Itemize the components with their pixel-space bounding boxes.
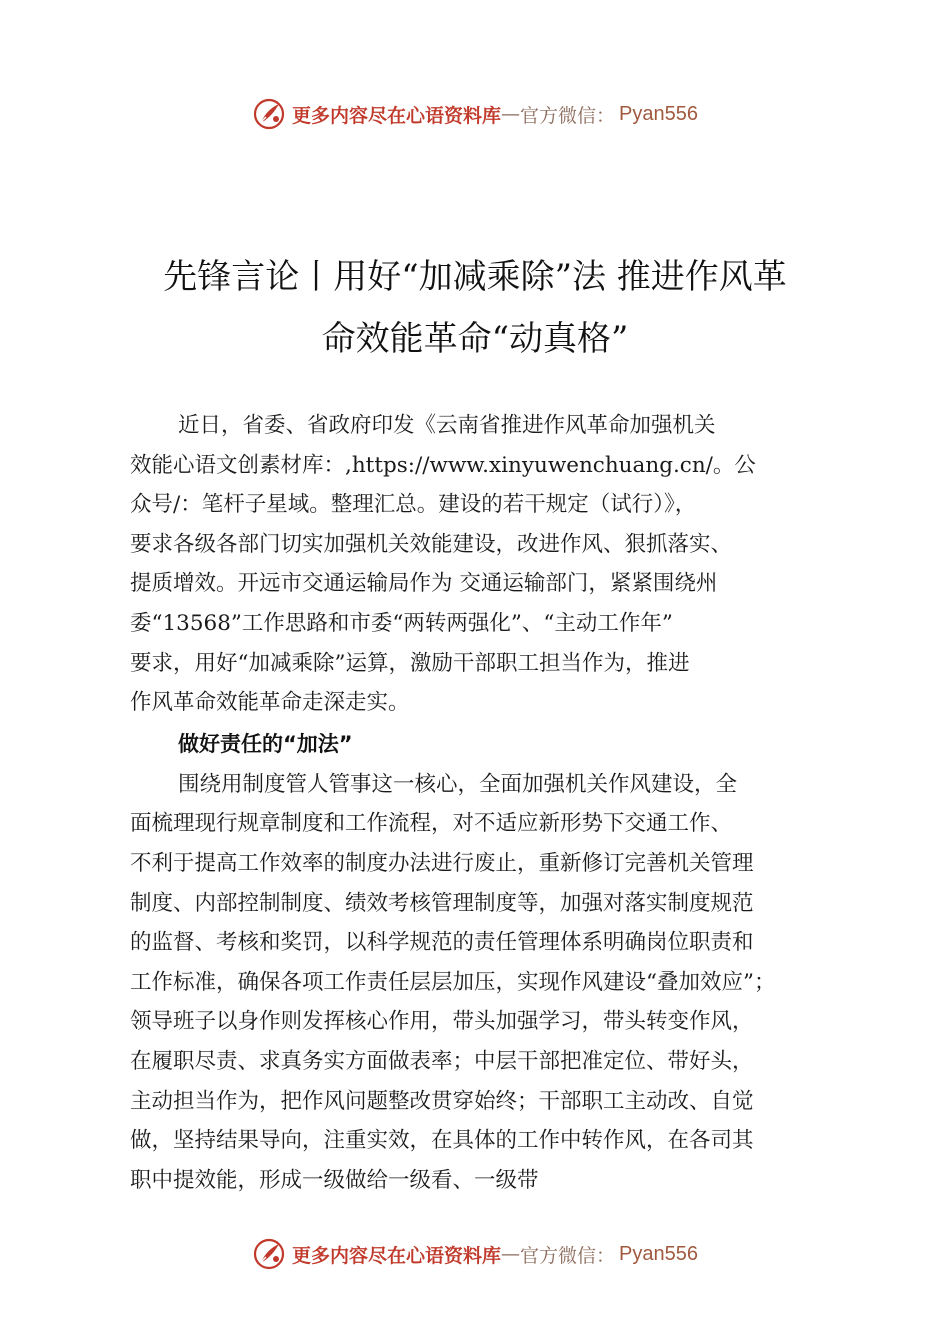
intro-line: 提质增效。开远市交通运输局作为 交通运输部门，紧紧围绕州 (130, 571, 718, 597)
footer-watermark (0, 1234, 950, 1274)
intro-line: 要求，用好“加减乘除”运算，激励干部职工担当作为，推进 (130, 650, 690, 676)
section-line: 在履职尽责、求真务实方面做表率；中层干部把准定位、带好头， (130, 1048, 754, 1074)
watermark-wechat-id: Pyan556 (619, 102, 698, 125)
section-line: 制度、内部控制制度、绩效考核管理制度等，加强对落实制度规范 (130, 890, 754, 916)
page-title (110, 246, 840, 370)
section-line: 面梳理现行规章制度和工作流程，对不适应新形势下交通工作、 (130, 811, 733, 837)
watermark-main-text: 更多内容尽在心语资料库 (292, 104, 502, 127)
section-line: 做，坚持结果导向，注重实效，在具体的工作中转作风，在各司其 (130, 1128, 754, 1154)
article-body (130, 406, 830, 1200)
quill-logo-icon (252, 1237, 286, 1271)
section-heading: 做好责任的“加法” (178, 731, 353, 756)
header-watermark (0, 94, 950, 134)
section-line: 的监督、考核和奖罚，以科学规范的责任管理体系明确岗位职责和 (130, 930, 754, 956)
watermark-separator: — (501, 1243, 521, 1265)
section-line: 工作标准，确保各项工作责任层层加压，实现作风建设“叠加效应”； (130, 969, 776, 995)
intro-line: 要求各级各部门切实加强机关效能建设，改进作风、狠抓落实、 (130, 531, 733, 557)
watermark-wechat-id: Pyan556 (619, 1242, 698, 1265)
watermark-label: 官方微信： (520, 104, 616, 127)
title-line-1: 先锋言论丨用好“加减乘除”法 推进作风革 (163, 257, 787, 297)
section-line: 围绕用制度管人管事这一核心，全面加强机关作风建设，全 (178, 771, 738, 797)
intro-line: 委“13568”工作思路和市委“两转两强化”、“主动工作年” (130, 610, 673, 636)
watermark-label: 官方微信： (520, 1244, 616, 1267)
intro-line: 效能心语文创素材库：,https://www.xinyuwenchuang.cn/。公 (130, 452, 756, 478)
watermark-separator: — (501, 103, 521, 125)
intro-line: 众号/：笔杆子星域。整理汇总。建设的若干规定（试行）》， (130, 492, 697, 518)
section-line: 不利于提高工作效率的制度办法进行废止，重新修订完善机关管理 (130, 850, 754, 876)
section-line: 职中提效能，形成一级做给一级看、一级带 (130, 1167, 539, 1193)
section-line: 领导班子以身作则发挥核心作用，带头加强学习，带头转变作风， (130, 1009, 754, 1035)
section-line: 主动担当作为，把作风问题整改贯穿始终；干部职工主动改、自觉 (130, 1088, 754, 1114)
quill-logo-icon (252, 97, 286, 131)
title-line-2: 命效能革命“动真格” (321, 319, 629, 359)
watermark-main-text: 更多内容尽在心语资料库 (292, 1244, 502, 1267)
intro-line: 作风革命效能革命走深走实。 (130, 690, 410, 716)
intro-line: 近日，省委、省政府印发《云南省推进作风革命加强机关 (178, 413, 716, 438)
